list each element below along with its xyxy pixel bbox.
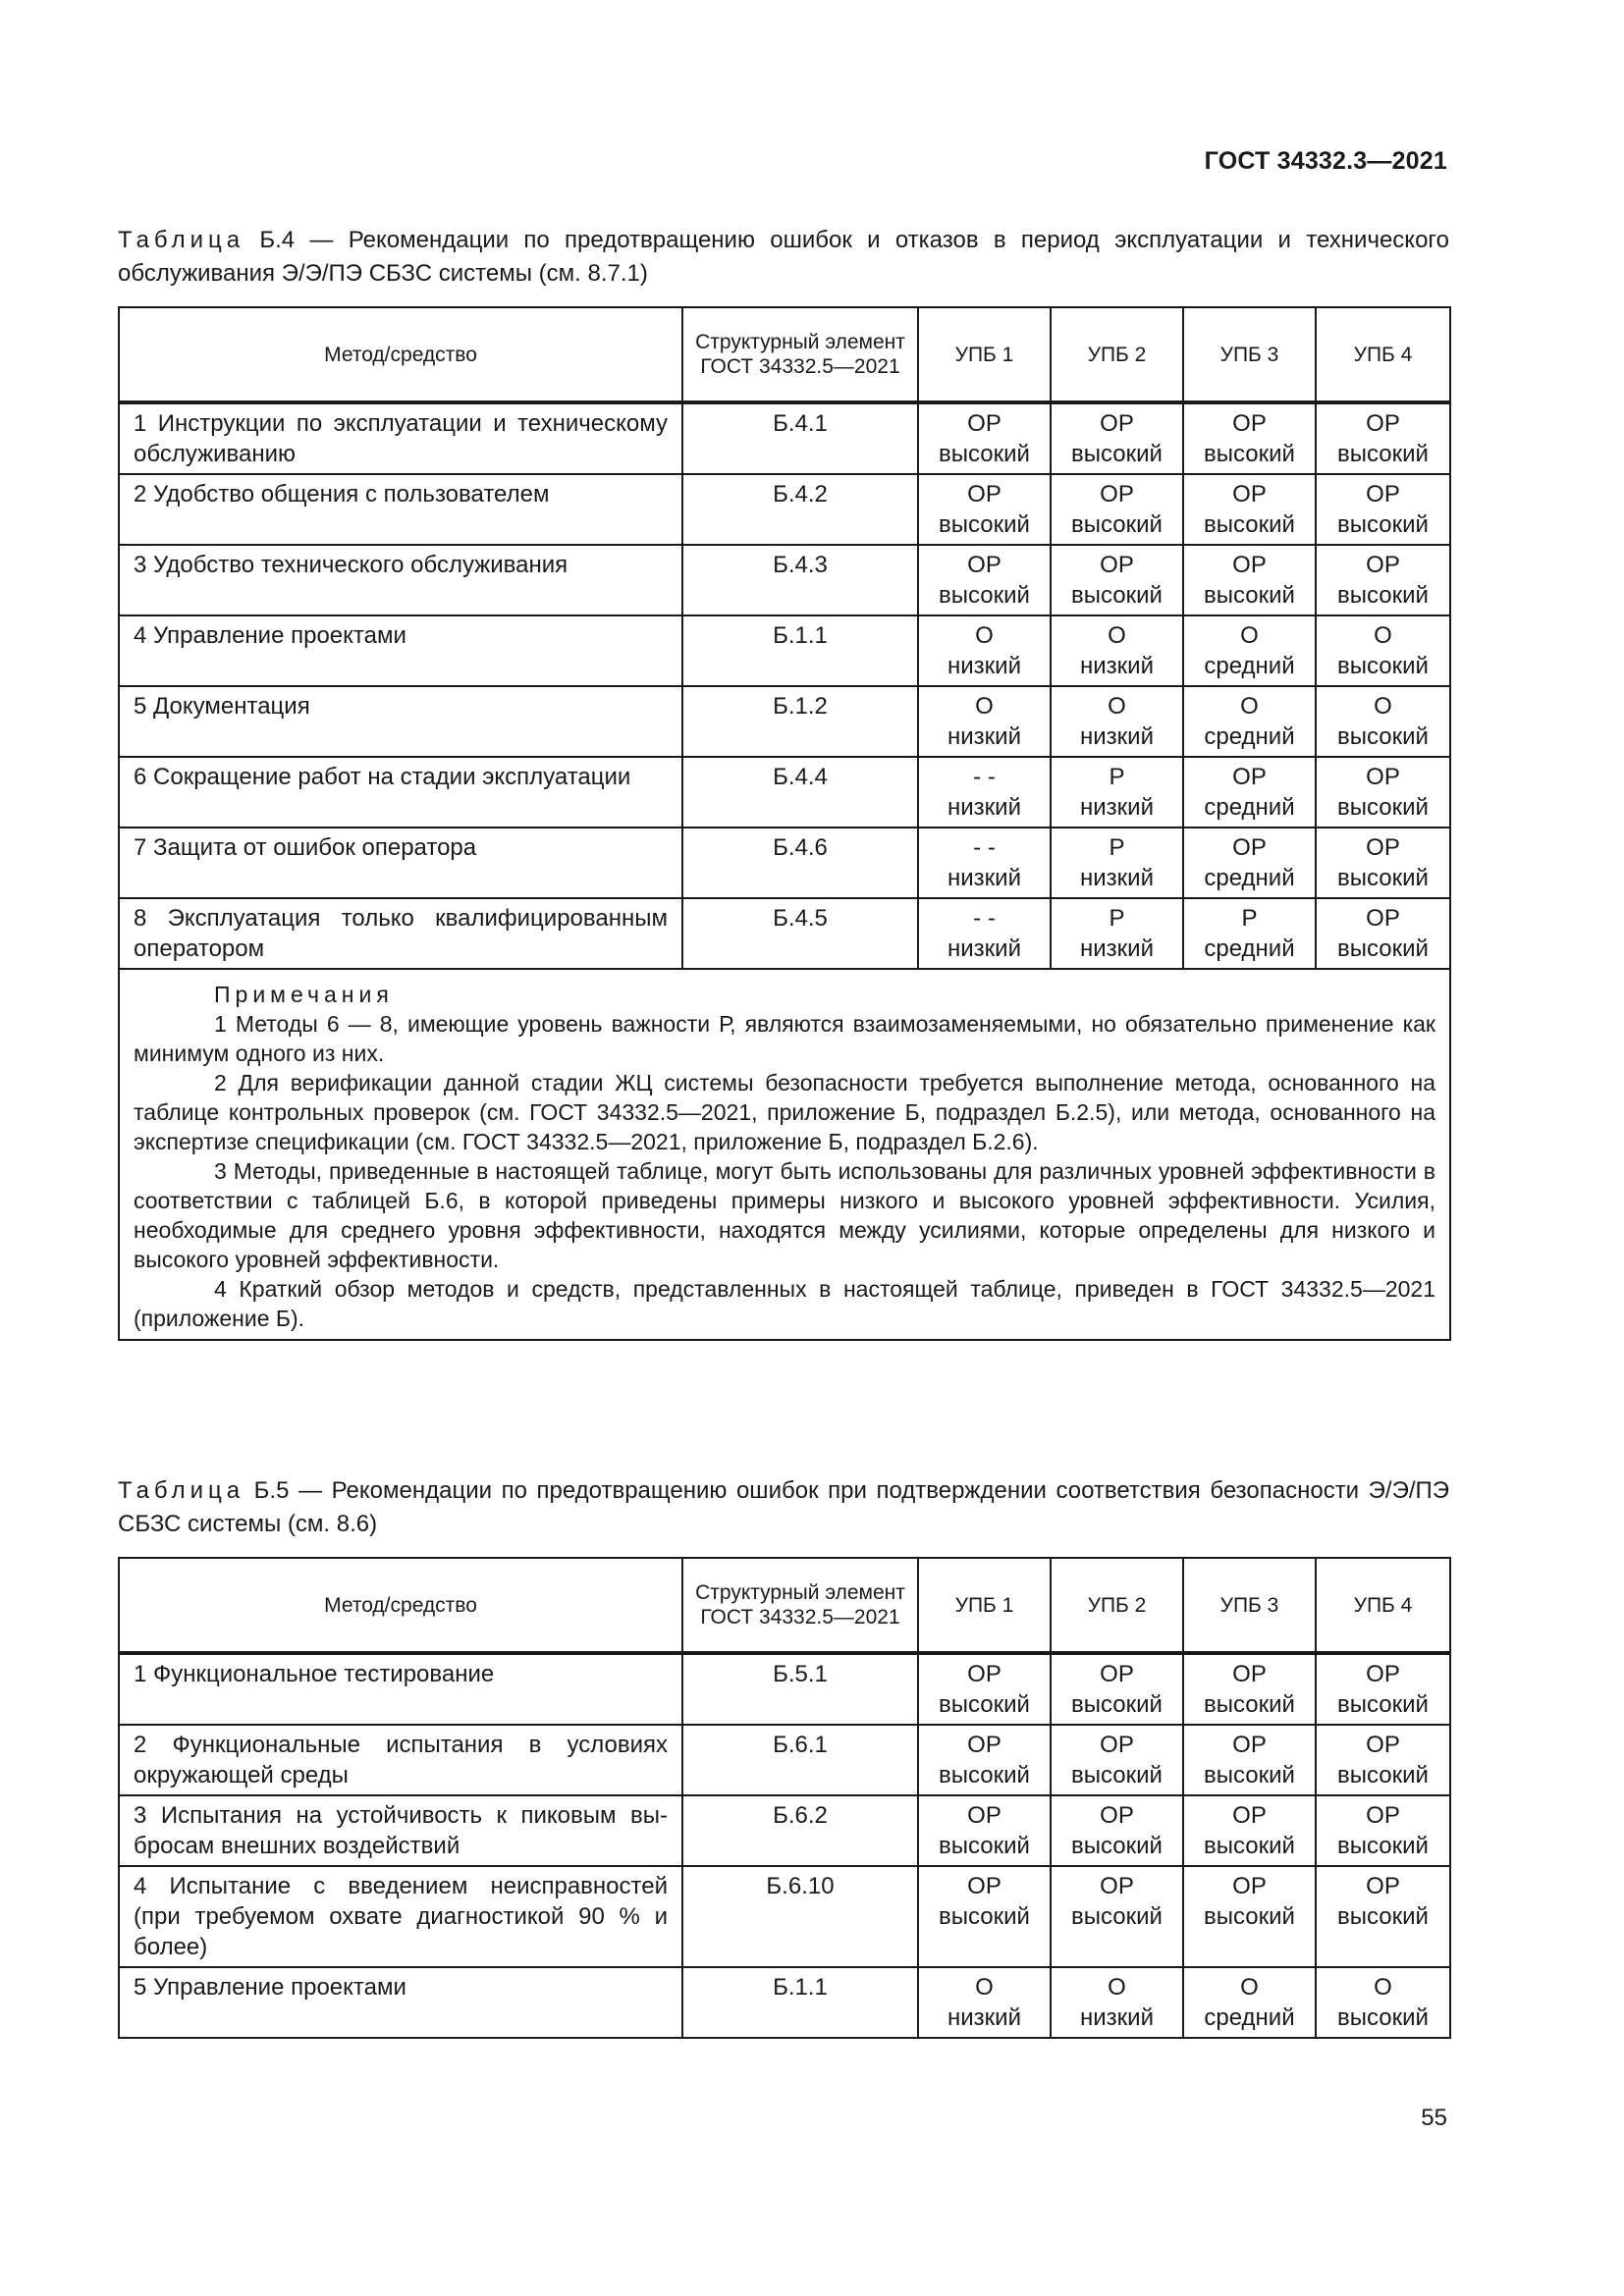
method-cell <box>119 1967 682 2038</box>
effectiveness-value: высокий <box>1071 441 1163 467</box>
method-text: более) <box>134 1934 208 1960</box>
effectiveness-value: высокий <box>1337 2004 1429 2031</box>
upb2-cell <box>1051 1967 1183 2038</box>
upb4-cell <box>1316 615 1450 686</box>
effectiveness-value: низкий <box>1080 865 1154 891</box>
element-cell: Б.1.1 <box>682 615 918 686</box>
importance-value: ОР <box>1366 764 1400 790</box>
effectiveness-value: высокий <box>1337 511 1429 538</box>
upb4-cell <box>1316 1653 1450 1725</box>
header-element <box>682 307 918 402</box>
effectiveness-value: средний <box>1204 865 1295 891</box>
importance-value: ОР <box>1100 1802 1134 1829</box>
method-text: 5 Документация <box>134 693 310 720</box>
importance-value: О <box>1108 693 1126 720</box>
method-text: 5 Управление проектами <box>134 1974 406 2001</box>
effectiveness-value: высокий <box>1071 1903 1163 1930</box>
effectiveness-value: высокий <box>1204 582 1295 609</box>
effectiveness-value: высокий <box>1337 1833 1429 1859</box>
importance-value: Р <box>1241 905 1258 932</box>
upb2-cell <box>1051 1725 1183 1795</box>
header-upb2: УПБ 2 <box>1051 1558 1183 1653</box>
upb1-cell <box>918 402 1051 474</box>
element-cell: Б.6.10 <box>682 1866 918 1967</box>
element-cell: Б.6.1 <box>682 1725 918 1795</box>
upb1-cell <box>918 686 1051 757</box>
effectiveness-value: низкий <box>1080 2004 1154 2031</box>
importance-value: Р <box>1109 764 1125 790</box>
upb3-cell <box>1183 474 1316 545</box>
upb2-cell <box>1051 1653 1183 1725</box>
element-cell: Б.4.5 <box>682 898 918 969</box>
importance-value: ОР <box>1100 481 1134 507</box>
importance-value: О <box>1240 1974 1259 2001</box>
effectiveness-value: высокий <box>1337 865 1429 891</box>
table-row <box>119 828 1450 898</box>
page-number: 55 <box>1421 2105 1447 2131</box>
upb1-cell <box>918 1866 1051 1967</box>
method-text: 3 Испытания на устойчивость к пиковым вы- <box>134 1802 668 1829</box>
importance-value: ОР <box>1366 1661 1400 1687</box>
importance-value: ОР <box>1366 481 1400 507</box>
importance-value: ОР <box>1100 1873 1134 1899</box>
upb1-cell <box>918 757 1051 828</box>
importance-value: ОР <box>967 1873 1001 1899</box>
importance-value: ОР <box>967 1802 1001 1829</box>
importance-value: ОР <box>1366 905 1400 932</box>
importance-value: Р <box>1109 905 1125 932</box>
method-text: оператором <box>134 935 265 962</box>
method-cell <box>119 402 682 474</box>
effectiveness-value: низкий <box>947 865 1021 891</box>
upb4-cell <box>1316 402 1450 474</box>
effectiveness-value: низкий <box>1080 935 1154 962</box>
effectiveness-value: низкий <box>947 653 1021 679</box>
header-element-line: ГОСТ 34332.5—2021 <box>700 355 900 378</box>
header-upb3: УПБ 3 <box>1183 1558 1316 1653</box>
method-text: 4 Управление проектами <box>134 622 406 649</box>
element-cell: Б.4.6 <box>682 828 918 898</box>
notes-title: Примечания <box>214 982 394 1007</box>
importance-value: О <box>1240 622 1259 649</box>
method-text: 6 Сокращение работ на стадии эксплуатации <box>134 764 631 790</box>
upb4-cell <box>1316 828 1450 898</box>
importance-value: ОР <box>1232 481 1267 507</box>
header-method: Метод/средство <box>119 1558 682 1653</box>
notes-cell <box>119 969 1450 1340</box>
method-text: (при требуемом охвате диагностикой 90 % и <box>134 1903 668 1930</box>
effectiveness-value: высокий <box>1071 1833 1163 1859</box>
upb1-cell <box>918 1795 1051 1866</box>
importance-value: - - <box>973 764 996 790</box>
effectiveness-value: низкий <box>947 935 1021 962</box>
upb2-cell <box>1051 615 1183 686</box>
upb4-cell <box>1316 757 1450 828</box>
effectiveness-value: низкий <box>947 794 1021 821</box>
upb1-cell <box>918 1653 1051 1725</box>
method-cell <box>119 474 682 545</box>
method-text: 1 Функциональное тестирование <box>134 1661 495 1687</box>
effectiveness-value: высокий <box>939 1903 1030 1930</box>
importance-value: ОР <box>1232 1802 1267 1829</box>
upb3-cell <box>1183 757 1316 828</box>
table-row <box>119 898 1450 969</box>
upb2-cell <box>1051 686 1183 757</box>
upb2-cell <box>1051 1795 1183 1866</box>
upb1-cell <box>918 1967 1051 2038</box>
effectiveness-value: высокий <box>939 582 1030 609</box>
importance-value: О <box>1240 693 1259 720</box>
effectiveness-value: высокий <box>1337 1691 1429 1718</box>
importance-value: ОР <box>1232 552 1267 578</box>
importance-value: О <box>1374 1974 1392 2001</box>
method-cell <box>119 828 682 898</box>
effectiveness-value: высокий <box>1071 582 1163 609</box>
table-row <box>119 615 1450 686</box>
importance-value: ОР <box>1100 1661 1134 1687</box>
effectiveness-value: высокий <box>1204 1762 1295 1789</box>
table-b4-caption-label: Таблица <box>118 227 245 253</box>
importance-value: О <box>1108 622 1126 649</box>
table-b4-caption <box>118 224 1449 291</box>
table-header-row <box>119 307 1450 402</box>
upb4-cell <box>1316 1967 1450 2038</box>
method-text: окружающей среды <box>134 1762 349 1789</box>
upb4-cell <box>1316 686 1450 757</box>
header-element <box>682 1558 918 1653</box>
table-header-row <box>119 1558 1450 1653</box>
effectiveness-value: высокий <box>1204 1903 1295 1930</box>
upb4-cell <box>1316 1795 1450 1866</box>
importance-value: ОР <box>1232 834 1267 861</box>
method-cell <box>119 545 682 615</box>
importance-value: О <box>975 693 994 720</box>
upb4-cell <box>1316 1725 1450 1795</box>
importance-value: О <box>1108 1974 1126 2001</box>
effectiveness-value: высокий <box>1337 1762 1429 1789</box>
element-cell: Б.1.1 <box>682 1967 918 2038</box>
header-upb1: УПБ 1 <box>918 1558 1051 1653</box>
method-text: 8 Эксплуатация только квалифицированным <box>134 905 668 932</box>
element-cell: Б.4.1 <box>682 402 918 474</box>
method-text: 7 Защита от ошибок оператора <box>134 834 477 861</box>
importance-value: О <box>1374 622 1392 649</box>
method-text: 3 Удобство технического обслуживания <box>134 552 568 578</box>
effectiveness-value: высокий <box>1204 511 1295 538</box>
header-upb4: УПБ 4 <box>1316 307 1450 402</box>
table-row <box>119 402 1450 474</box>
method-text: бросам внешних воздействий <box>134 1833 460 1859</box>
method-cell <box>119 1866 682 1967</box>
importance-value: ОР <box>1232 410 1267 437</box>
effectiveness-value: высокий <box>1071 1691 1163 1718</box>
upb3-cell <box>1183 1653 1316 1725</box>
importance-value: ОР <box>1366 1873 1400 1899</box>
upb3-cell <box>1183 1725 1316 1795</box>
table-b4 <box>118 306 1451 1341</box>
method-cell <box>119 1795 682 1866</box>
effectiveness-value: высокий <box>939 1762 1030 1789</box>
header-element-line: Структурный <box>695 1581 820 1604</box>
effectiveness-value: высокий <box>939 1691 1030 1718</box>
upb3-cell <box>1183 686 1316 757</box>
note-item: 2 Для верификации данной стадии ЖЦ системы безопасности требуется выполнение метода, основанного на таблице контрольных проверок (см. ГОСТ 34332.5—2021, приложение Б, подраздел Б.2.5), или метода, основанного на экспертизе спецификации (см. ГОСТ 34332.5—2021, приложение Б, подраздел Б.2.6). <box>134 1070 1435 1154</box>
importance-value: ОР <box>1100 410 1134 437</box>
method-cell <box>119 898 682 969</box>
effectiveness-value: высокий <box>1337 723 1429 750</box>
element-cell: Б.4.3 <box>682 545 918 615</box>
table-row <box>119 1866 1450 1967</box>
effectiveness-value: низкий <box>1080 723 1154 750</box>
note-item: 3 Методы, приведенные в настоящей таблице, могут быть использованы для различных уровней эффективности в соответствии с таблицей Б.6, в которой приведены примеры низкого и высокого уровней эффективности. Усилия, необходимые для среднего уровня эффективности, находятся между усилиями, которые определены для низкого и высокого уровней эффективности. <box>134 1158 1435 1272</box>
table-b4-caption-text: Б.4 — Рекомендации по предотвращению ошибок и отказов в период эксплуатации и технического обслуживания Э/Э/ПЭ СБЗС системы (см. 8.7.1) <box>118 227 1449 287</box>
table-row <box>119 1725 1450 1795</box>
effectiveness-value: высокий <box>1071 511 1163 538</box>
importance-value: Р <box>1109 834 1125 861</box>
importance-value: ОР <box>967 410 1001 437</box>
table-row <box>119 686 1450 757</box>
importance-value: - - <box>973 905 996 932</box>
effectiveness-value: низкий <box>1080 653 1154 679</box>
effectiveness-value: высокий <box>939 511 1030 538</box>
header-upb3: УПБ 3 <box>1183 307 1316 402</box>
effectiveness-value: высокий <box>1204 1691 1295 1718</box>
method-cell <box>119 757 682 828</box>
effectiveness-value: высокий <box>1071 1762 1163 1789</box>
effectiveness-value: высокий <box>1337 582 1429 609</box>
header-element-line: элемент <box>825 331 905 353</box>
header-upb2: УПБ 2 <box>1051 307 1183 402</box>
header-element-line: элемент <box>825 1581 905 1604</box>
element-cell: Б.5.1 <box>682 1653 918 1725</box>
importance-value: ОР <box>1366 834 1400 861</box>
upb3-cell <box>1183 828 1316 898</box>
upb3-cell <box>1183 1795 1316 1866</box>
upb3-cell <box>1183 898 1316 969</box>
effectiveness-value: низкий <box>1080 794 1154 821</box>
table-row <box>119 474 1450 545</box>
header-upb4: УПБ 4 <box>1316 1558 1450 1653</box>
method-text: 2 Функциональные испытания в условиях <box>134 1732 668 1758</box>
effectiveness-value: высокий <box>939 1833 1030 1859</box>
effectiveness-value: высокий <box>939 441 1030 467</box>
method-cell <box>119 615 682 686</box>
header-method: Метод/средство <box>119 307 682 402</box>
upb1-cell <box>918 615 1051 686</box>
upb2-cell <box>1051 545 1183 615</box>
method-text: обслуживанию <box>134 441 297 467</box>
importance-value: ОР <box>1232 1873 1267 1899</box>
importance-value: ОР <box>1366 1732 1400 1758</box>
importance-value: ОР <box>1232 1661 1267 1687</box>
upb2-cell <box>1051 1866 1183 1967</box>
upb2-cell <box>1051 757 1183 828</box>
upb1-cell <box>918 828 1051 898</box>
method-text: 1 Инструкции по эксплуатации и техническому <box>134 410 668 437</box>
header-upb1: УПБ 1 <box>918 307 1051 402</box>
element-cell: Б.1.2 <box>682 686 918 757</box>
importance-value: ОР <box>967 552 1001 578</box>
upb1-cell <box>918 898 1051 969</box>
table-row <box>119 545 1450 615</box>
upb4-cell <box>1316 898 1450 969</box>
upb2-cell <box>1051 898 1183 969</box>
notes-row <box>119 969 1450 1340</box>
effectiveness-value: средний <box>1204 2004 1295 2031</box>
note-item: 4 Краткий обзор методов и средств, представленных в настоящей таблице, приведен в ГОСТ 34332.5—2021 (приложение Б). <box>134 1276 1435 1331</box>
document-code: ГОСТ 34332.3—2021 <box>1204 147 1447 175</box>
importance-value: ОР <box>1366 410 1400 437</box>
element-cell: Б.6.2 <box>682 1795 918 1866</box>
method-cell <box>119 686 682 757</box>
effectiveness-value: низкий <box>947 723 1021 750</box>
upb4-cell <box>1316 1866 1450 1967</box>
importance-value: О <box>975 622 994 649</box>
effectiveness-value: высокий <box>1337 1903 1429 1930</box>
importance-value: ОР <box>1232 764 1267 790</box>
upb2-cell <box>1051 828 1183 898</box>
upb1-cell <box>918 474 1051 545</box>
importance-value: ОР <box>967 1661 1001 1687</box>
method-cell <box>119 1725 682 1795</box>
effectiveness-value: высокий <box>1337 935 1429 962</box>
effectiveness-value: высокий <box>1204 441 1295 467</box>
importance-value: - - <box>973 834 996 861</box>
importance-value: ОР <box>1366 1802 1400 1829</box>
effectiveness-value: высокий <box>1337 441 1429 467</box>
element-cell: Б.4.2 <box>682 474 918 545</box>
table-b5-caption <box>118 1474 1449 1541</box>
header-element-line: ГОСТ 34332.5—2021 <box>700 1606 900 1629</box>
header-element-line: Структурный <box>695 331 820 353</box>
effectiveness-value: средний <box>1204 794 1295 821</box>
table-b5-caption-text: Б.5 — Рекомендации по предотвращению ошибок при подтверждении соответствия безопасности Э/Э/ПЭ СБЗС системы (см. 8.6) <box>118 1477 1449 1537</box>
table-row <box>119 1653 1450 1725</box>
method-text: 4 Испытание с введением неисправностей <box>134 1873 668 1899</box>
upb4-cell <box>1316 474 1450 545</box>
upb1-cell <box>918 545 1051 615</box>
effectiveness-value: низкий <box>947 2004 1021 2031</box>
effectiveness-value: высокий <box>1204 1833 1295 1859</box>
importance-value: ОР <box>1232 1732 1267 1758</box>
upb3-cell <box>1183 402 1316 474</box>
importance-value: ОР <box>967 481 1001 507</box>
importance-value: ОР <box>1366 552 1400 578</box>
upb3-cell <box>1183 545 1316 615</box>
table-row <box>119 1967 1450 2038</box>
upb1-cell <box>918 1725 1051 1795</box>
method-text: 2 Удобство общения с пользователем <box>134 481 550 507</box>
importance-value: О <box>975 1974 994 2001</box>
upb2-cell <box>1051 402 1183 474</box>
table-b5-caption-label: Таблица <box>118 1477 245 1504</box>
note-item: 1 Методы 6 — 8, имеющие уровень важности Р, являются взаимозаменяемыми, но обязательно применение как минимум одного из них. <box>134 1011 1435 1066</box>
effectiveness-value: средний <box>1204 723 1295 750</box>
importance-value: ОР <box>1100 1732 1134 1758</box>
upb3-cell <box>1183 1866 1316 1967</box>
importance-value: О <box>1374 693 1392 720</box>
upb2-cell <box>1051 474 1183 545</box>
table-row <box>119 757 1450 828</box>
effectiveness-value: высокий <box>1337 794 1429 821</box>
upb3-cell <box>1183 615 1316 686</box>
upb4-cell <box>1316 545 1450 615</box>
effectiveness-value: средний <box>1204 935 1295 962</box>
upb3-cell <box>1183 1967 1316 2038</box>
element-cell: Б.4.4 <box>682 757 918 828</box>
effectiveness-value: средний <box>1204 653 1295 679</box>
importance-value: ОР <box>967 1732 1001 1758</box>
table-row <box>119 1795 1450 1866</box>
table-b5 <box>118 1557 1451 2039</box>
importance-value: ОР <box>1100 552 1134 578</box>
effectiveness-value: высокий <box>1337 653 1429 679</box>
method-cell <box>119 1653 682 1725</box>
